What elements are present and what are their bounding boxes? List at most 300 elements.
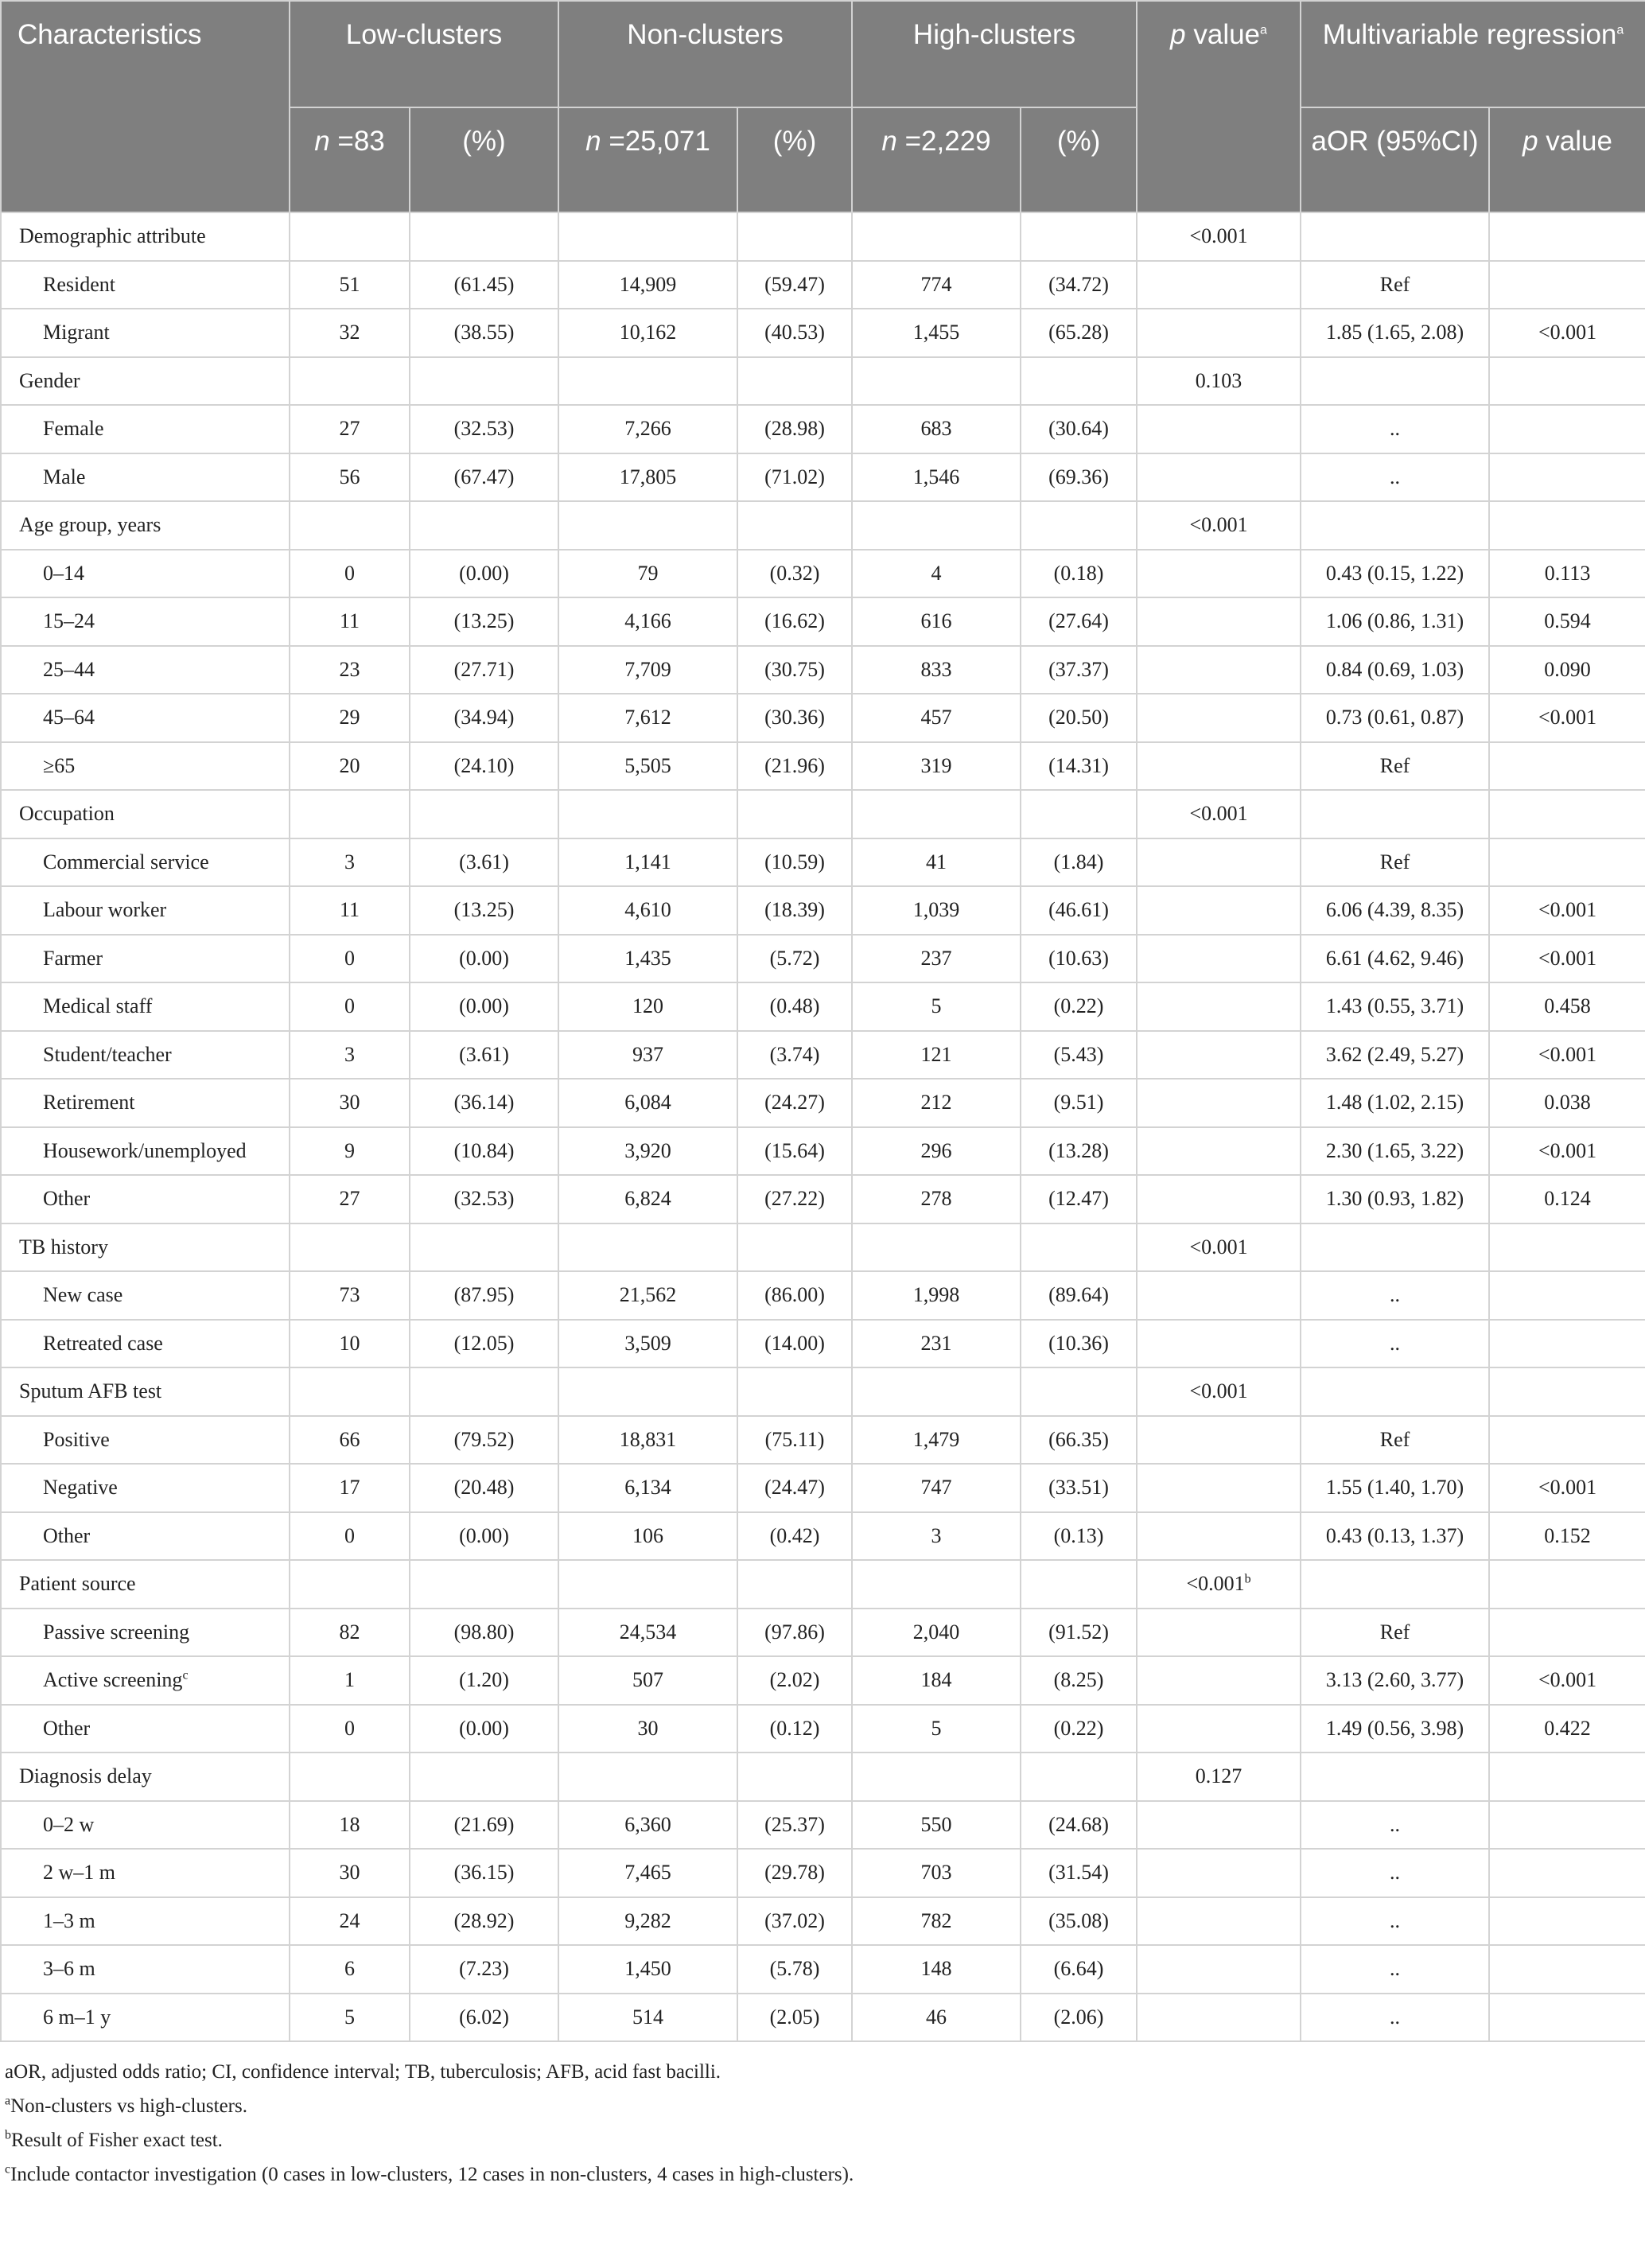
empty-cell <box>852 1223 1021 1272</box>
empty-cell <box>1301 212 1489 261</box>
high-n-cell: 41 <box>852 838 1021 887</box>
empty-cell <box>1301 1367 1489 1416</box>
non-n-cell: 6,824 <box>558 1175 737 1223</box>
row-label: 45–64 <box>1 694 290 742</box>
table-row <box>1 886 1645 935</box>
row-label: Positive <box>1 1416 290 1465</box>
high-pct-cell: (33.51) <box>1021 1464 1137 1512</box>
row-label: Labour worker <box>1 886 290 935</box>
high-n-cell: 1,479 <box>852 1416 1021 1465</box>
table-row <box>1 1416 1645 1465</box>
empty-cell <box>737 1367 852 1416</box>
row-label: Gender <box>1 357 290 406</box>
non-pct-cell: (86.00) <box>737 1271 852 1320</box>
high-n-cell: 833 <box>852 646 1021 694</box>
non-pct-cell: (10.59) <box>737 838 852 887</box>
empty-cell <box>1021 501 1137 550</box>
low-pct-cell: (24.10) <box>410 742 558 791</box>
empty-cell <box>1021 1560 1137 1609</box>
high-n-cell: 457 <box>852 694 1021 742</box>
empty-cell <box>852 357 1021 406</box>
sub-p-value-cell: <0.001 <box>1489 309 1645 357</box>
low-n-cell: 0 <box>290 982 410 1031</box>
sub-p-value-cell: <0.001 <box>1489 886 1645 935</box>
p-value-cell <box>1137 935 1301 983</box>
high-n-cell: 148 <box>852 1945 1021 1994</box>
table-row <box>1 1175 1645 1223</box>
non-pct-cell: (29.78) <box>737 1849 852 1897</box>
non-n-cell: 5,505 <box>558 742 737 791</box>
high-pct-cell: (31.54) <box>1021 1849 1137 1897</box>
low-pct-cell: (0.00) <box>410 1512 558 1561</box>
empty-cell <box>1301 1753 1489 1801</box>
section-row <box>1 501 1645 550</box>
row-label: Resident <box>1 261 290 309</box>
empty-cell <box>558 1560 737 1609</box>
low-n-cell: 1 <box>290 1656 410 1705</box>
low-pct-cell: (10.84) <box>410 1127 558 1176</box>
row-label: Patient source <box>1 1560 290 1609</box>
non-n-cell: 21,562 <box>558 1271 737 1320</box>
aor-cell: 1.06 (0.86, 1.31) <box>1301 597 1489 646</box>
footnote: $^b$Result of Fisher exact test. <box>5 2128 223 2151</box>
p-value-cell <box>1137 886 1301 935</box>
row-label: 25–44 <box>1 646 290 694</box>
high-pct-cell: (5.43) <box>1021 1031 1137 1080</box>
empty-cell <box>410 790 558 838</box>
non-n-cell: 7,709 <box>558 646 737 694</box>
high-pct-cell: (0.22) <box>1021 1705 1137 1753</box>
row-label: 2 w–1 m <box>1 1849 290 1897</box>
p-value-cell <box>1137 1127 1301 1176</box>
header-non-n: n =25,071 <box>558 107 737 212</box>
non-n-cell: 17,805 <box>558 453 737 502</box>
low-pct-cell: (32.53) <box>410 405 558 453</box>
header-p-value: p value$^a$ <box>1137 1 1301 212</box>
header-sub-p-value: p value <box>1489 107 1645 212</box>
row-label: Retreated case <box>1 1320 290 1368</box>
low-pct-cell: (13.25) <box>410 886 558 935</box>
p-value-cell <box>1137 1849 1301 1897</box>
empty-cell <box>1489 1223 1645 1272</box>
empty-cell <box>290 1560 410 1609</box>
row-label: 6 m–1 y <box>1 1994 290 2042</box>
low-pct-cell: (34.94) <box>410 694 558 742</box>
empty-cell <box>1301 357 1489 406</box>
row-label: Active screening$^c$ <box>1 1656 290 1705</box>
low-n-cell: 9 <box>290 1127 410 1176</box>
p-value-cell <box>1137 694 1301 742</box>
low-n-cell: 0 <box>290 1512 410 1561</box>
empty-cell <box>1301 790 1489 838</box>
p-value-cell: <0.001 <box>1137 1367 1301 1416</box>
footnote: $^c$Include contactor investigation (0 cases in low-clusters, 12 cases in non-clusters, 4 cases in high-clusters). <box>5 2162 854 2185</box>
high-pct-cell: (1.84) <box>1021 838 1137 887</box>
p-value-cell: <0.001 <box>1137 212 1301 261</box>
row-label: 0–2 w <box>1 1801 290 1850</box>
sub-p-value-cell: 0.594 <box>1489 597 1645 646</box>
low-pct-cell: (98.80) <box>410 1609 558 1657</box>
header-multivariable-regression: Multivariable regression$^a$ <box>1301 1 1645 107</box>
non-pct-cell: (3.74) <box>737 1031 852 1080</box>
row-label: Other <box>1 1705 290 1753</box>
row-label: TB history <box>1 1223 290 1272</box>
aor-cell: .. <box>1301 1994 1489 2042</box>
sub-p-value-cell <box>1489 1609 1645 1657</box>
low-n-cell: 24 <box>290 1897 410 1946</box>
p-value-cell <box>1137 838 1301 887</box>
empty-cell <box>290 1753 410 1801</box>
p-value-cell: <0.001$^b$ <box>1137 1560 1301 1609</box>
aor-cell: 1.48 (1.02, 2.15) <box>1301 1079 1489 1127</box>
sub-p-value-cell: <0.001 <box>1489 1464 1645 1512</box>
high-n-cell: 5 <box>852 982 1021 1031</box>
aor-cell: 3.13 (2.60, 3.77) <box>1301 1656 1489 1705</box>
aor-cell: Ref <box>1301 1609 1489 1657</box>
high-n-cell: 747 <box>852 1464 1021 1512</box>
row-label: Migrant <box>1 309 290 357</box>
low-n-cell: 10 <box>290 1320 410 1368</box>
aor-cell: 2.30 (1.65, 3.22) <box>1301 1127 1489 1176</box>
row-label: Female <box>1 405 290 453</box>
footnote: aOR, adjusted odds ratio; CI, confidence interval; TB, tuberculosis; AFB, acid fast bacilli. <box>5 2061 721 2083</box>
sub-p-value-cell <box>1489 1897 1645 1946</box>
empty-cell <box>1489 212 1645 261</box>
sub-p-value-cell: 0.113 <box>1489 550 1645 598</box>
low-n-cell: 3 <box>290 1031 410 1080</box>
aor-cell: 0.43 (0.15, 1.22) <box>1301 550 1489 598</box>
non-n-cell: 6,084 <box>558 1079 737 1127</box>
high-pct-cell: (9.51) <box>1021 1079 1137 1127</box>
non-pct-cell: (28.98) <box>737 405 852 453</box>
non-n-cell: 120 <box>558 982 737 1031</box>
empty-cell <box>1301 501 1489 550</box>
low-n-cell: 27 <box>290 1175 410 1223</box>
table-row <box>1 1849 1645 1897</box>
aor-cell: .. <box>1301 453 1489 502</box>
p-value-cell <box>1137 1512 1301 1561</box>
table-row <box>1 1705 1645 1753</box>
non-pct-cell: (2.02) <box>737 1656 852 1705</box>
low-n-cell: 6 <box>290 1945 410 1994</box>
p-value-cell <box>1137 742 1301 791</box>
non-n-cell: 10,162 <box>558 309 737 357</box>
sub-p-value-cell <box>1489 453 1645 502</box>
empty-cell <box>852 1560 1021 1609</box>
empty-cell <box>1489 1560 1645 1609</box>
low-n-cell: 3 <box>290 838 410 887</box>
empty-cell <box>737 1560 852 1609</box>
table-row <box>1 1945 1645 1994</box>
low-n-cell: 5 <box>290 1994 410 2042</box>
high-n-cell: 550 <box>852 1801 1021 1850</box>
non-n-cell: 3,509 <box>558 1320 737 1368</box>
row-label: ≥65 <box>1 742 290 791</box>
p-value-cell <box>1137 1464 1301 1512</box>
high-pct-cell: (66.35) <box>1021 1416 1137 1465</box>
high-n-cell: 278 <box>852 1175 1021 1223</box>
low-pct-cell: (79.52) <box>410 1416 558 1465</box>
non-pct-cell: (16.62) <box>737 597 852 646</box>
low-pct-cell: (36.14) <box>410 1079 558 1127</box>
non-pct-cell: (71.02) <box>737 453 852 502</box>
p-value-cell <box>1137 982 1301 1031</box>
aor-cell: 3.62 (2.49, 5.27) <box>1301 1031 1489 1080</box>
empty-cell <box>290 212 410 261</box>
table-row <box>1 1079 1645 1127</box>
row-label: Sputum AFB test <box>1 1367 290 1416</box>
sub-p-value-cell: 0.038 <box>1489 1079 1645 1127</box>
non-n-cell: 1,141 <box>558 838 737 887</box>
non-pct-cell: (97.86) <box>737 1609 852 1657</box>
empty-cell <box>290 357 410 406</box>
non-n-cell: 514 <box>558 1994 737 2042</box>
high-pct-cell: (69.36) <box>1021 453 1137 502</box>
high-n-cell: 1,998 <box>852 1271 1021 1320</box>
sub-p-value-cell: <0.001 <box>1489 1656 1645 1705</box>
empty-cell <box>410 1223 558 1272</box>
non-pct-cell: (5.78) <box>737 1945 852 1994</box>
low-pct-cell: (6.02) <box>410 1994 558 2042</box>
section-row <box>1 1223 1645 1272</box>
p-value-cell <box>1137 1705 1301 1753</box>
row-label: Other <box>1 1512 290 1561</box>
p-value-cell <box>1137 405 1301 453</box>
section-row <box>1 212 1645 261</box>
low-n-cell: 0 <box>290 935 410 983</box>
header-characteristics: Characteristics <box>1 1 290 212</box>
p-value-cell <box>1137 1897 1301 1946</box>
table-footnotes <box>0 2042 1645 2192</box>
sub-p-value-cell: <0.001 <box>1489 1031 1645 1080</box>
high-n-cell: 2,040 <box>852 1609 1021 1657</box>
row-label: 1–3 m <box>1 1897 290 1946</box>
table-row <box>1 935 1645 983</box>
high-n-cell: 1,039 <box>852 886 1021 935</box>
high-pct-cell: (89.64) <box>1021 1271 1137 1320</box>
high-n-cell: 46 <box>852 1994 1021 2042</box>
non-n-cell: 937 <box>558 1031 737 1080</box>
non-pct-cell: (18.39) <box>737 886 852 935</box>
p-value-cell <box>1137 646 1301 694</box>
high-pct-cell: (65.28) <box>1021 309 1137 357</box>
empty-cell <box>1021 1223 1137 1272</box>
row-label: Passive screening <box>1 1609 290 1657</box>
header-low-n: n =83 <box>290 107 410 212</box>
empty-cell <box>290 501 410 550</box>
sub-p-value-cell <box>1489 742 1645 791</box>
non-pct-cell: (5.72) <box>737 935 852 983</box>
header-high-pct: (%) <box>1021 107 1137 212</box>
high-n-cell: 3 <box>852 1512 1021 1561</box>
low-n-cell: 66 <box>290 1416 410 1465</box>
low-pct-cell: (0.00) <box>410 1705 558 1753</box>
table-row <box>1 597 1645 646</box>
low-pct-cell: (12.05) <box>410 1320 558 1368</box>
table-row <box>1 1897 1645 1946</box>
row-label: Occupation <box>1 790 290 838</box>
non-n-cell: 106 <box>558 1512 737 1561</box>
empty-cell <box>1489 1367 1645 1416</box>
high-pct-cell: (2.06) <box>1021 1994 1137 2042</box>
row-label: 0–14 <box>1 550 290 598</box>
header-aor: aOR (95%CI) <box>1301 107 1489 212</box>
high-pct-cell: (8.25) <box>1021 1656 1137 1705</box>
row-label: Other <box>1 1175 290 1223</box>
low-pct-cell: (21.69) <box>410 1801 558 1850</box>
table-row <box>1 742 1645 791</box>
p-value-cell <box>1137 1031 1301 1080</box>
row-label: Demographic attribute <box>1 212 290 261</box>
low-pct-cell: (1.20) <box>410 1656 558 1705</box>
section-row <box>1 357 1645 406</box>
aor-cell: 1.55 (1.40, 1.70) <box>1301 1464 1489 1512</box>
high-pct-cell: (10.63) <box>1021 935 1137 983</box>
row-label: Housework/unemployed <box>1 1127 290 1176</box>
aor-cell: 1.30 (0.93, 1.82) <box>1301 1175 1489 1223</box>
non-n-cell: 507 <box>558 1656 737 1705</box>
aor-cell: 0.43 (0.13, 1.37) <box>1301 1512 1489 1561</box>
p-value-cell: 0.127 <box>1137 1753 1301 1801</box>
aor-cell: 1.85 (1.65, 2.08) <box>1301 309 1489 357</box>
aor-cell: .. <box>1301 1801 1489 1850</box>
sub-p-value-cell <box>1489 1945 1645 1994</box>
non-pct-cell: (0.32) <box>737 550 852 598</box>
table-row <box>1 838 1645 887</box>
sub-p-value-cell <box>1489 1320 1645 1368</box>
row-label: 15–24 <box>1 597 290 646</box>
section-row <box>1 790 1645 838</box>
empty-cell <box>410 1367 558 1416</box>
high-pct-cell: (0.22) <box>1021 982 1137 1031</box>
non-n-cell: 7,465 <box>558 1849 737 1897</box>
low-n-cell: 23 <box>290 646 410 694</box>
low-pct-cell: (13.25) <box>410 597 558 646</box>
empty-cell <box>558 1223 737 1272</box>
table-row <box>1 1609 1645 1657</box>
low-pct-cell: (28.92) <box>410 1897 558 1946</box>
low-pct-cell: (38.55) <box>410 309 558 357</box>
sub-p-value-cell <box>1489 838 1645 887</box>
aor-cell: Ref <box>1301 742 1489 791</box>
table-row <box>1 1512 1645 1561</box>
aor-cell: .. <box>1301 1849 1489 1897</box>
table-row <box>1 982 1645 1031</box>
high-n-cell: 319 <box>852 742 1021 791</box>
non-pct-cell: (59.47) <box>737 261 852 309</box>
low-n-cell: 56 <box>290 453 410 502</box>
table-row <box>1 550 1645 598</box>
aor-cell: .. <box>1301 1271 1489 1320</box>
high-pct-cell: (27.64) <box>1021 597 1137 646</box>
low-pct-cell: (0.00) <box>410 982 558 1031</box>
low-n-cell: 82 <box>290 1609 410 1657</box>
table-row <box>1 1271 1645 1320</box>
p-value-cell: <0.001 <box>1137 1223 1301 1272</box>
low-n-cell: 30 <box>290 1079 410 1127</box>
p-value-cell <box>1137 1416 1301 1465</box>
empty-cell <box>1021 1367 1137 1416</box>
header-high-clusters: High-clusters <box>852 1 1137 107</box>
low-pct-cell: (27.71) <box>410 646 558 694</box>
aor-cell: .. <box>1301 1945 1489 1994</box>
aor-cell: Ref <box>1301 261 1489 309</box>
table-row <box>1 1656 1645 1705</box>
footnote: $^a$Non-clusters vs high-clusters. <box>5 2094 247 2117</box>
non-pct-cell: (14.00) <box>737 1320 852 1368</box>
low-n-cell: 18 <box>290 1801 410 1850</box>
high-n-cell: 231 <box>852 1320 1021 1368</box>
p-value-cell <box>1137 1271 1301 1320</box>
p-value-cell: <0.001 <box>1137 790 1301 838</box>
non-n-cell: 18,831 <box>558 1416 737 1465</box>
header-non-pct: (%) <box>737 107 852 212</box>
table-row <box>1 1031 1645 1080</box>
non-n-cell: 7,612 <box>558 694 737 742</box>
table-row <box>1 1127 1645 1176</box>
sub-p-value-cell: 0.458 <box>1489 982 1645 1031</box>
empty-cell <box>737 790 852 838</box>
non-pct-cell: (30.36) <box>737 694 852 742</box>
empty-cell <box>1489 790 1645 838</box>
high-n-cell: 1,455 <box>852 309 1021 357</box>
table-row <box>1 453 1645 502</box>
aor-cell: .. <box>1301 1320 1489 1368</box>
row-label: New case <box>1 1271 290 1320</box>
non-pct-cell: (75.11) <box>737 1416 852 1465</box>
low-pct-cell: (3.61) <box>410 838 558 887</box>
high-n-cell: 774 <box>852 261 1021 309</box>
row-label: Farmer <box>1 935 290 983</box>
aor-cell: 0.73 (0.61, 0.87) <box>1301 694 1489 742</box>
table-header <box>1 1 1645 212</box>
low-pct-cell: (7.23) <box>410 1945 558 1994</box>
non-n-cell: 9,282 <box>558 1897 737 1946</box>
high-pct-cell: (91.52) <box>1021 1609 1137 1657</box>
non-n-cell: 24,534 <box>558 1609 737 1657</box>
sub-p-value-cell <box>1489 1994 1645 2042</box>
high-pct-cell: (0.13) <box>1021 1512 1137 1561</box>
empty-cell <box>290 1367 410 1416</box>
empty-cell <box>737 212 852 261</box>
non-n-cell: 7,266 <box>558 405 737 453</box>
empty-cell <box>410 357 558 406</box>
p-value-cell <box>1137 261 1301 309</box>
low-pct-cell: (3.61) <box>410 1031 558 1080</box>
header-low-pct: (%) <box>410 107 558 212</box>
high-pct-cell: (35.08) <box>1021 1897 1137 1946</box>
p-value-cell <box>1137 550 1301 598</box>
low-pct-cell: (61.45) <box>410 261 558 309</box>
table-row <box>1 309 1645 357</box>
high-n-cell: 683 <box>852 405 1021 453</box>
non-n-cell: 30 <box>558 1705 737 1753</box>
low-n-cell: 73 <box>290 1271 410 1320</box>
empty-cell <box>558 790 737 838</box>
non-pct-cell: (37.02) <box>737 1897 852 1946</box>
empty-cell <box>852 790 1021 838</box>
table-row <box>1 1320 1645 1368</box>
low-pct-cell: (32.53) <box>410 1175 558 1223</box>
sub-p-value-cell: <0.001 <box>1489 694 1645 742</box>
header-high-n: n =2,229 <box>852 107 1021 212</box>
non-pct-cell: (21.96) <box>737 742 852 791</box>
row-label: Retirement <box>1 1079 290 1127</box>
empty-cell <box>290 790 410 838</box>
high-pct-cell: (0.18) <box>1021 550 1137 598</box>
section-row <box>1 1560 1645 1609</box>
low-pct-cell: (67.47) <box>410 453 558 502</box>
